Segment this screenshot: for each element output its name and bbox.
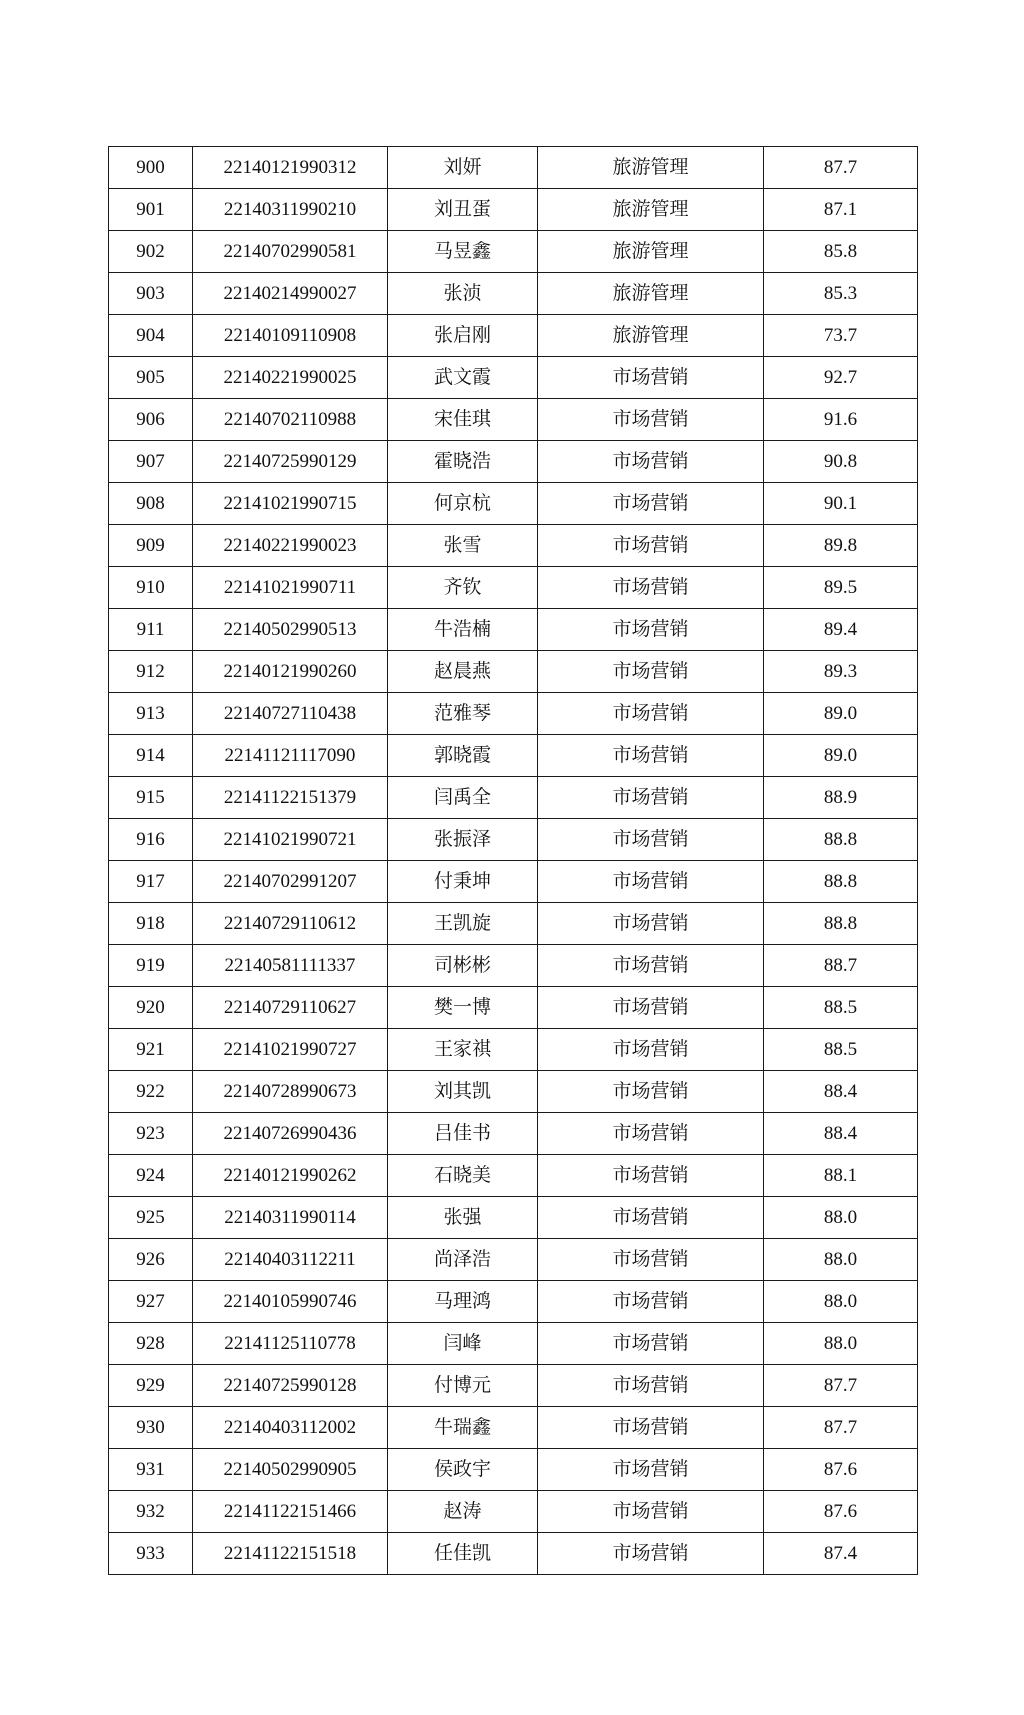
candidate-id-cell: 22141121117090 — [193, 735, 388, 777]
major-cell: 旅游管理 — [538, 189, 764, 231]
row-number-cell: 908 — [109, 483, 193, 525]
row-number-cell: 910 — [109, 567, 193, 609]
score-cell: 88.4 — [764, 1113, 918, 1155]
student-name-cell: 张雪 — [388, 525, 538, 567]
table-row — [109, 1155, 918, 1197]
candidate-id-cell: 22140702991207 — [193, 861, 388, 903]
student-name-cell: 马昱鑫 — [388, 231, 538, 273]
table-row — [109, 987, 918, 1029]
major-cell: 市场营销 — [538, 1449, 764, 1491]
candidate-id-cell: 22140221990025 — [193, 357, 388, 399]
table-row — [109, 1323, 918, 1365]
score-cell: 88.8 — [764, 861, 918, 903]
score-cell: 89.4 — [764, 609, 918, 651]
candidate-id-cell: 22140403112002 — [193, 1407, 388, 1449]
table-row — [109, 735, 918, 777]
major-cell: 旅游管理 — [538, 147, 764, 189]
student-name-cell: 范雅琴 — [388, 693, 538, 735]
score-cell: 87.7 — [764, 147, 918, 189]
student-name-cell: 郭晓霞 — [388, 735, 538, 777]
candidate-id-cell: 22140121990260 — [193, 651, 388, 693]
row-number-cell: 918 — [109, 903, 193, 945]
candidate-id-cell: 22141021990721 — [193, 819, 388, 861]
candidate-id-cell: 22140702990581 — [193, 231, 388, 273]
candidate-id-cell: 22140727110438 — [193, 693, 388, 735]
student-name-cell: 石晓美 — [388, 1155, 538, 1197]
row-number-cell: 904 — [109, 315, 193, 357]
table-row — [109, 861, 918, 903]
score-cell: 89.8 — [764, 525, 918, 567]
candidate-id-cell: 22140221990023 — [193, 525, 388, 567]
student-name-cell: 张浈 — [388, 273, 538, 315]
table-row — [109, 1071, 918, 1113]
score-cell: 87.7 — [764, 1407, 918, 1449]
major-cell: 市场营销 — [538, 987, 764, 1029]
student-name-cell: 刘其凯 — [388, 1071, 538, 1113]
row-number-cell: 928 — [109, 1323, 193, 1365]
candidate-id-cell: 22140214990027 — [193, 273, 388, 315]
student-name-cell: 张启刚 — [388, 315, 538, 357]
score-cell: 87.6 — [764, 1491, 918, 1533]
row-number-cell: 900 — [109, 147, 193, 189]
table-row — [109, 357, 918, 399]
score-cell: 91.6 — [764, 399, 918, 441]
candidate-id-cell: 22140581111337 — [193, 945, 388, 987]
score-cell: 87.4 — [764, 1533, 918, 1575]
major-cell: 市场营销 — [538, 1071, 764, 1113]
student-name-cell: 侯政宇 — [388, 1449, 538, 1491]
student-name-cell: 尚泽浩 — [388, 1239, 538, 1281]
student-name-cell: 付秉坤 — [388, 861, 538, 903]
table-row — [109, 1449, 918, 1491]
candidate-id-cell: 22140729110627 — [193, 987, 388, 1029]
candidate-id-cell: 22140121990312 — [193, 147, 388, 189]
candidate-id-cell: 22140121990262 — [193, 1155, 388, 1197]
student-name-cell: 任佳凯 — [388, 1533, 538, 1575]
score-cell: 87.6 — [764, 1449, 918, 1491]
candidate-id-cell: 22140502990513 — [193, 609, 388, 651]
score-cell: 88.7 — [764, 945, 918, 987]
score-cell: 85.8 — [764, 231, 918, 273]
candidate-id-cell: 22141021990711 — [193, 567, 388, 609]
major-cell: 市场营销 — [538, 357, 764, 399]
table-row — [109, 1491, 918, 1533]
candidate-id-cell: 22141021990715 — [193, 483, 388, 525]
candidate-id-cell: 22141125110778 — [193, 1323, 388, 1365]
row-number-cell: 926 — [109, 1239, 193, 1281]
major-cell: 市场营销 — [538, 441, 764, 483]
major-cell: 市场营销 — [538, 1155, 764, 1197]
candidate-id-cell: 22140729110612 — [193, 903, 388, 945]
student-name-cell: 牛浩楠 — [388, 609, 538, 651]
student-name-cell: 王家祺 — [388, 1029, 538, 1071]
score-cell: 88.5 — [764, 1029, 918, 1071]
table-row — [109, 945, 918, 987]
major-cell: 市场营销 — [538, 861, 764, 903]
score-cell: 88.0 — [764, 1281, 918, 1323]
major-cell: 市场营销 — [538, 1407, 764, 1449]
row-number-cell: 907 — [109, 441, 193, 483]
row-number-cell: 903 — [109, 273, 193, 315]
major-cell: 市场营销 — [538, 1029, 764, 1071]
student-name-cell: 司彬彬 — [388, 945, 538, 987]
candidate-id-cell: 22140725990129 — [193, 441, 388, 483]
candidate-id-cell: 22140728990673 — [193, 1071, 388, 1113]
table-row — [109, 525, 918, 567]
major-cell: 市场营销 — [538, 567, 764, 609]
major-cell: 市场营销 — [538, 1281, 764, 1323]
table-row — [109, 441, 918, 483]
candidate-id-cell: 22140726990436 — [193, 1113, 388, 1155]
major-cell: 市场营销 — [538, 399, 764, 441]
major-cell: 市场营销 — [538, 1323, 764, 1365]
roster-table — [108, 146, 918, 1575]
score-cell: 89.0 — [764, 693, 918, 735]
row-number-cell: 901 — [109, 189, 193, 231]
major-cell: 市场营销 — [538, 1239, 764, 1281]
student-name-cell: 马理鸿 — [388, 1281, 538, 1323]
table-row — [109, 147, 918, 189]
student-name-cell: 闫禹全 — [388, 777, 538, 819]
row-number-cell: 929 — [109, 1365, 193, 1407]
student-name-cell: 宋佳琪 — [388, 399, 538, 441]
student-name-cell: 牛瑞鑫 — [388, 1407, 538, 1449]
table-row — [109, 1239, 918, 1281]
major-cell: 市场营销 — [538, 903, 764, 945]
candidate-id-cell: 22140702110988 — [193, 399, 388, 441]
candidate-id-cell: 22140311990114 — [193, 1197, 388, 1239]
row-number-cell: 921 — [109, 1029, 193, 1071]
candidate-id-cell: 22141122151466 — [193, 1491, 388, 1533]
row-number-cell: 913 — [109, 693, 193, 735]
student-name-cell: 赵涛 — [388, 1491, 538, 1533]
row-number-cell: 909 — [109, 525, 193, 567]
score-cell: 88.0 — [764, 1323, 918, 1365]
candidate-id-cell: 22140725990128 — [193, 1365, 388, 1407]
row-number-cell: 925 — [109, 1197, 193, 1239]
row-number-cell: 933 — [109, 1533, 193, 1575]
table-row — [109, 231, 918, 273]
student-name-cell: 闫峰 — [388, 1323, 538, 1365]
student-name-cell: 樊一博 — [388, 987, 538, 1029]
score-cell: 88.5 — [764, 987, 918, 1029]
row-number-cell: 912 — [109, 651, 193, 693]
score-cell: 87.7 — [764, 1365, 918, 1407]
row-number-cell: 902 — [109, 231, 193, 273]
row-number-cell: 924 — [109, 1155, 193, 1197]
student-name-cell: 何京杭 — [388, 483, 538, 525]
major-cell: 旅游管理 — [538, 273, 764, 315]
table-row — [109, 483, 918, 525]
major-cell: 市场营销 — [538, 945, 764, 987]
row-number-cell: 919 — [109, 945, 193, 987]
candidate-id-cell: 22141021990727 — [193, 1029, 388, 1071]
score-cell: 88.8 — [764, 903, 918, 945]
major-cell: 旅游管理 — [538, 231, 764, 273]
candidate-id-cell: 22140311990210 — [193, 189, 388, 231]
table-row — [109, 609, 918, 651]
roster-table-body — [109, 147, 918, 1575]
score-cell: 88.1 — [764, 1155, 918, 1197]
student-name-cell: 王凯旋 — [388, 903, 538, 945]
candidate-id-cell: 22140502990905 — [193, 1449, 388, 1491]
candidate-id-cell: 22141122151518 — [193, 1533, 388, 1575]
table-row — [109, 567, 918, 609]
table-row — [109, 1281, 918, 1323]
table-row — [109, 1197, 918, 1239]
candidate-id-cell: 22141122151379 — [193, 777, 388, 819]
row-number-cell: 920 — [109, 987, 193, 1029]
major-cell: 市场营销 — [538, 1365, 764, 1407]
major-cell: 市场营销 — [538, 1197, 764, 1239]
major-cell: 市场营销 — [538, 525, 764, 567]
score-cell: 90.8 — [764, 441, 918, 483]
table-row — [109, 1533, 918, 1575]
table-row — [109, 1365, 918, 1407]
major-cell: 市场营销 — [538, 483, 764, 525]
score-cell: 88.4 — [764, 1071, 918, 1113]
candidate-id-cell: 22140109110908 — [193, 315, 388, 357]
major-cell: 市场营销 — [538, 777, 764, 819]
table-row — [109, 315, 918, 357]
student-name-cell: 武文霞 — [388, 357, 538, 399]
score-cell: 88.8 — [764, 819, 918, 861]
table-row — [109, 819, 918, 861]
row-number-cell: 915 — [109, 777, 193, 819]
row-number-cell: 916 — [109, 819, 193, 861]
score-cell: 89.3 — [764, 651, 918, 693]
major-cell: 旅游管理 — [538, 315, 764, 357]
row-number-cell: 906 — [109, 399, 193, 441]
table-row — [109, 777, 918, 819]
score-cell: 89.5 — [764, 567, 918, 609]
table-row — [109, 273, 918, 315]
student-name-cell: 齐钦 — [388, 567, 538, 609]
student-name-cell: 刘丑蛋 — [388, 189, 538, 231]
major-cell: 市场营销 — [538, 735, 764, 777]
student-name-cell: 赵晨燕 — [388, 651, 538, 693]
major-cell: 市场营销 — [538, 819, 764, 861]
row-number-cell: 922 — [109, 1071, 193, 1113]
row-number-cell: 931 — [109, 1449, 193, 1491]
major-cell: 市场营销 — [538, 1533, 764, 1575]
major-cell: 市场营销 — [538, 693, 764, 735]
row-number-cell: 930 — [109, 1407, 193, 1449]
score-cell: 87.1 — [764, 189, 918, 231]
row-number-cell: 914 — [109, 735, 193, 777]
student-name-cell: 刘妍 — [388, 147, 538, 189]
table-row — [109, 1029, 918, 1071]
row-number-cell: 911 — [109, 609, 193, 651]
table-row — [109, 903, 918, 945]
table-row — [109, 1113, 918, 1155]
table-row — [109, 1407, 918, 1449]
row-number-cell: 905 — [109, 357, 193, 399]
student-name-cell: 张强 — [388, 1197, 538, 1239]
major-cell: 市场营销 — [538, 1113, 764, 1155]
row-number-cell: 923 — [109, 1113, 193, 1155]
row-number-cell: 927 — [109, 1281, 193, 1323]
table-row — [109, 399, 918, 441]
major-cell: 市场营销 — [538, 609, 764, 651]
score-cell: 88.9 — [764, 777, 918, 819]
table-row — [109, 693, 918, 735]
score-cell: 88.0 — [764, 1239, 918, 1281]
score-cell: 92.7 — [764, 357, 918, 399]
major-cell: 市场营销 — [538, 651, 764, 693]
score-cell: 89.0 — [764, 735, 918, 777]
score-cell: 73.7 — [764, 315, 918, 357]
row-number-cell: 917 — [109, 861, 193, 903]
student-name-cell: 付博元 — [388, 1365, 538, 1407]
table-row — [109, 189, 918, 231]
score-cell: 88.0 — [764, 1197, 918, 1239]
student-name-cell: 吕佳书 — [388, 1113, 538, 1155]
table-row — [109, 651, 918, 693]
score-cell: 85.3 — [764, 273, 918, 315]
student-name-cell: 张振泽 — [388, 819, 538, 861]
candidate-id-cell: 22140403112211 — [193, 1239, 388, 1281]
candidate-id-cell: 22140105990746 — [193, 1281, 388, 1323]
major-cell: 市场营销 — [538, 1491, 764, 1533]
student-name-cell: 霍晓浩 — [388, 441, 538, 483]
score-cell: 90.1 — [764, 483, 918, 525]
row-number-cell: 932 — [109, 1491, 193, 1533]
